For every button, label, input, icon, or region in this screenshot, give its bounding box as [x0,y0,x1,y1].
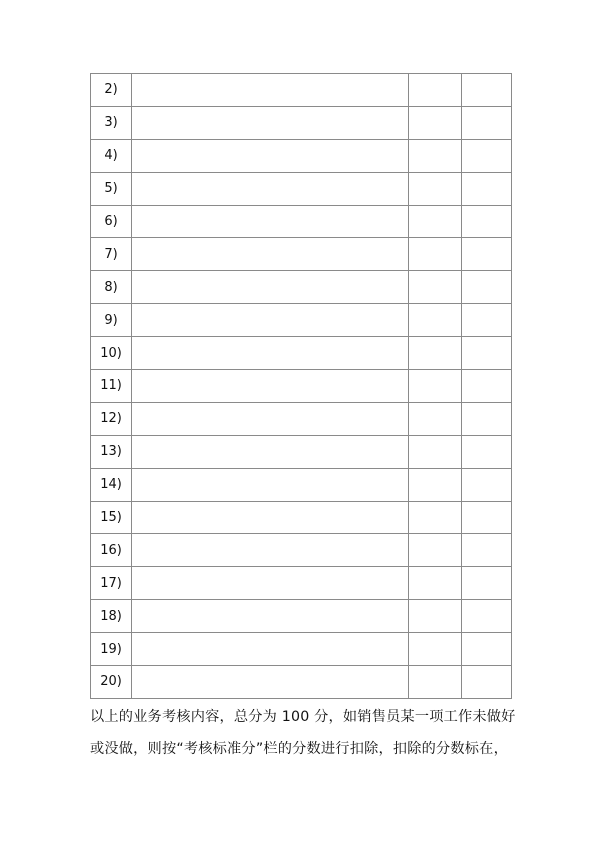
deduction-cell [462,172,512,205]
table-row [91,238,512,271]
score-cell [409,534,462,567]
table-row [91,106,512,139]
content-cell [132,106,409,139]
table-row [91,633,512,666]
row-number-cell: 18) [91,600,132,633]
content-cell [132,666,409,699]
score-cell [409,633,462,666]
table-row [91,402,512,435]
deduction-cell [462,370,512,403]
score-cell [409,600,462,633]
row-number-cell: 4) [91,139,132,172]
score-cell [409,304,462,337]
row-number-cell: 11) [91,370,132,403]
paragraph-line-2: 或没做，则按“考核标准分”栏的分数进行扣除，扣除的分数标在， [90,741,508,757]
table-body [91,74,512,699]
content-cell [132,402,409,435]
row-number-cell: 20) [91,666,132,699]
score-cell [409,468,462,501]
content-cell [132,139,409,172]
table-row [91,666,512,699]
deduction-cell [462,435,512,468]
table-row [91,139,512,172]
table-row [91,205,512,238]
content-cell [132,600,409,633]
row-number-cell: 15) [91,501,132,534]
row-number-cell: 2) [91,74,132,107]
deduction-cell [462,600,512,633]
table-row [91,271,512,304]
content-cell [132,304,409,337]
content-cell [132,172,409,205]
table-row [91,337,512,370]
deduction-cell [462,402,512,435]
deduction-cell [462,139,512,172]
row-number-cell: 9) [91,304,132,337]
deduction-cell [462,238,512,271]
deduction-cell [462,666,512,699]
deduction-cell [462,633,512,666]
table-row [91,468,512,501]
content-cell [132,435,409,468]
table-row [91,74,512,107]
content-cell [132,633,409,666]
row-number-cell: 14) [91,468,132,501]
table-row [91,304,512,337]
table-row [91,534,512,567]
row-number-cell: 8) [91,271,132,304]
score-cell [409,666,462,699]
content-cell [132,370,409,403]
deduction-cell [462,271,512,304]
score-cell [409,205,462,238]
content-cell [132,271,409,304]
row-number-cell: 12) [91,402,132,435]
row-number-cell: 13) [91,435,132,468]
row-number-cell: 3) [91,106,132,139]
score-cell [409,435,462,468]
content-cell [132,74,409,107]
row-number-cell: 16) [91,534,132,567]
content-cell [132,501,409,534]
score-cell [409,567,462,600]
score-cell [409,337,462,370]
row-number-cell: 7) [91,238,132,271]
table-row [91,600,512,633]
score-cell [409,139,462,172]
paragraph-line-1: 以上的业务考核内容，总分为 100 分，如销售员某一项工作未做好 [90,709,516,725]
score-cell [409,402,462,435]
table-row [91,501,512,534]
score-cell [409,271,462,304]
score-cell [409,370,462,403]
row-number-cell: 17) [91,567,132,600]
content-cell [132,468,409,501]
table-row [91,172,512,205]
deduction-cell [462,501,512,534]
content-cell [132,567,409,600]
content-cell [132,337,409,370]
deduction-cell [462,534,512,567]
assessment-table [90,73,512,699]
deduction-cell [462,205,512,238]
deduction-cell [462,106,512,139]
deduction-cell [462,74,512,107]
deduction-cell [462,468,512,501]
row-number-cell: 6) [91,205,132,238]
row-number-cell: 10) [91,337,132,370]
score-cell [409,74,462,107]
content-cell [132,534,409,567]
table-row [91,435,512,468]
score-cell [409,172,462,205]
deduction-cell [462,567,512,600]
table-row [91,567,512,600]
deduction-cell [462,304,512,337]
row-number-cell: 19) [91,633,132,666]
score-cell [409,106,462,139]
table-row [91,370,512,403]
row-number-cell: 5) [91,172,132,205]
content-cell [132,238,409,271]
score-cell [409,238,462,271]
score-cell [409,501,462,534]
deduction-cell [462,337,512,370]
content-cell [132,205,409,238]
